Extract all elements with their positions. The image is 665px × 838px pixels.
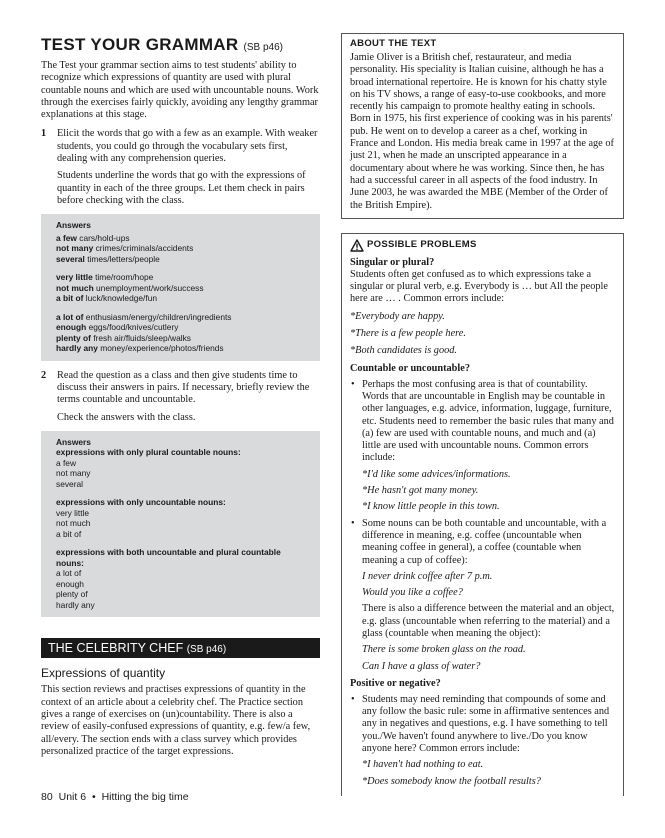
celebrity-chef-section-bar bbox=[41, 638, 320, 658]
answer-words: unemployment/work/success bbox=[96, 282, 204, 293]
item-paragraph: Read the question as a class and then give students time to discuss their answers in pairs. If necessary, briefly review the terms countable and uncountable. bbox=[57, 369, 310, 406]
problems-title: POSSIBLE PROBLEMS bbox=[367, 239, 477, 251]
answer-words: fresh air/fluids/sleep/walks bbox=[93, 332, 191, 343]
answer-line: hardly any bbox=[56, 599, 95, 610]
answer-heading: expressions with both uncountable and plural countable nouns: bbox=[56, 547, 281, 568]
answer-group bbox=[56, 547, 310, 610]
about-title: ABOUT THE TEXT bbox=[350, 38, 437, 49]
example-list bbox=[362, 644, 615, 673]
example-sentence: *I haven't had nothing to eat. bbox=[362, 759, 484, 771]
left-column bbox=[41, 36, 320, 758]
item-number: 2 bbox=[41, 369, 47, 381]
answer-term: plenty of bbox=[56, 332, 91, 343]
section-body: This section reviews and practises expressions of quantity in the context of an article about a celebrity chef. The Practice section gives a range of exercises on (un)countability. There is also a review of easily-confused expressions of quantity, e.g. few/a few, all/every. The section ends with a class survey which provides personalized practice of the target expressions. bbox=[41, 684, 311, 757]
answer-line: several bbox=[56, 478, 83, 489]
answer-group bbox=[56, 447, 310, 489]
answer-heading: expressions with only plural countable nouns: bbox=[56, 447, 241, 458]
example-sentence: Would you like a coffee? bbox=[362, 587, 463, 599]
heading-ref: (SB p46) bbox=[243, 42, 283, 53]
answer-line bbox=[56, 243, 310, 254]
answer-group bbox=[56, 312, 310, 354]
answer-group bbox=[56, 272, 310, 304]
answer-words: time/room/hope bbox=[95, 272, 154, 283]
answer-term: enough bbox=[56, 322, 87, 333]
answer-words: eggs/food/knives/cutlery bbox=[88, 322, 179, 333]
answer-line: a lot of bbox=[56, 568, 82, 579]
example-sentence: *He hasn't got many money. bbox=[362, 485, 479, 497]
answer-words: cars/hold-ups bbox=[79, 232, 130, 243]
answer-term: hardly any bbox=[56, 343, 98, 354]
bullet-item bbox=[350, 518, 615, 673]
right-column bbox=[341, 33, 624, 796]
page-footer bbox=[41, 791, 189, 803]
problems-title-row bbox=[350, 239, 615, 252]
answer-term: not many bbox=[56, 243, 94, 254]
answer-words: times/letters/people bbox=[87, 253, 160, 264]
bullet-text: Some nouns can be both countable and uncountable, with a difference in meaning, e.g. coffee (uncountable when meaning coffee in general), a coffee (countable when meaning a cup of coffee): bbox=[362, 517, 607, 566]
answer-line: a bit of bbox=[56, 528, 82, 539]
footer-unit: Unit 6 bbox=[58, 791, 87, 803]
answer-line bbox=[56, 312, 310, 323]
answers-title: Answers bbox=[56, 220, 91, 231]
instruction-item-2 bbox=[41, 370, 320, 424]
section-subhead: Expressions of quantity bbox=[41, 666, 166, 681]
possible-problems-box bbox=[341, 233, 624, 796]
bullet-dot: • bbox=[351, 517, 355, 529]
answers-box-2 bbox=[41, 431, 320, 618]
section-title: THE CELEBRITY CHEF bbox=[48, 641, 184, 656]
answer-line bbox=[56, 293, 310, 304]
intro-paragraph: The Test your grammar section aims to test students' ability to recognize which expressions of quantity are used with plural countable nouns and which are used with uncountable nouns. Work through the exercises fairly quickly, avoiding any lengthy grammar explanations at this stage. bbox=[41, 60, 319, 121]
item-number: 1 bbox=[41, 128, 47, 140]
bullet-text: Students may need reminding that compounds of some and any follow the basic rule: some in affirmative sentences and any in negatives and questions, e.g. I have something to tell you./We haven't found anywhere to live./Do you know anyone here? Common errors include: bbox=[362, 693, 610, 755]
answers-title: Answers bbox=[56, 436, 91, 447]
subsection-title: Singular or plural? bbox=[350, 256, 435, 268]
bullet-text: Perhaps the most confusing area is that of countability. Words that are uncountable in English may be countable in other languages, e.g. advice, information, luggage, furniture, etc. Students need to remember the basic rules that many and (a) few are used with countable nouns, and much and (a) little are used with uncountable nouns. Common errors include: bbox=[362, 378, 614, 464]
answers-groups bbox=[56, 233, 310, 354]
section-ref: (SB p46) bbox=[186, 644, 227, 656]
answer-line bbox=[56, 322, 310, 333]
footer-title: Hitting the big time bbox=[101, 791, 189, 803]
bullet-dot: • bbox=[351, 693, 355, 705]
answer-words: enthusiasm/energy/children/ingredients bbox=[85, 311, 232, 322]
heading-title: TEST YOUR GRAMMAR bbox=[41, 35, 239, 54]
bullet-dot: • bbox=[351, 378, 355, 390]
example-list bbox=[362, 469, 615, 514]
answer-term: a few bbox=[56, 232, 77, 243]
example-sentence: I never drink coffee after 7 p.m. bbox=[362, 570, 493, 582]
example-sentence: *Does somebody know the football results? bbox=[362, 775, 541, 787]
answer-line bbox=[56, 283, 310, 294]
answer-line: very little bbox=[56, 507, 90, 518]
example-sentence: *There is a few people here. bbox=[350, 328, 466, 340]
answer-line: a few bbox=[56, 457, 77, 468]
example-list bbox=[350, 311, 615, 358]
answer-group bbox=[56, 497, 310, 539]
answer-term: a lot of bbox=[56, 311, 84, 322]
about-body: Jamie Oliver is a British chef, restaurateur, and media personality. His speciality is Italian cuisine, although he has a broad international repertoire. He is known for his chatty style on his TV shows, a range of easy-to-use cookbooks, and more recently his campaign to promote healthy eating in schools. Born in 1975, his first experience of cooking was in his parents' pub. He went on to develop a career as a chef, working in France and London. His media break came in 1997 at the age of just 21, when he made an unscripted appearance in a documentary about where he was working. Since then, he has had a successful career in all aspects of the food industry. In June 2003, he was awarded the MBE (Member of the Order of the British Empire). bbox=[350, 52, 614, 211]
example-sentence: *Everybody are happy. bbox=[350, 310, 445, 322]
answers-box-1 bbox=[41, 214, 320, 361]
answer-term: not much bbox=[56, 282, 94, 293]
answer-line: not much bbox=[56, 518, 91, 529]
item-paragraph: Students underline the words that go with the expressions of quantity in each of the three groups. Let them check in pairs before checking with the class. bbox=[57, 170, 306, 206]
answer-group bbox=[56, 233, 310, 265]
answer-line: not many bbox=[56, 468, 91, 479]
answer-term: a bit of bbox=[56, 293, 84, 304]
warning-icon bbox=[350, 239, 364, 252]
footer-separator: • bbox=[91, 791, 96, 803]
example-list bbox=[362, 571, 615, 600]
answer-line: enough bbox=[56, 578, 84, 589]
item-paragraph: Elicit the words that go with a few as an example. With weaker students, you could go through the vocabulary sets first, dealing with any comprehension queries. bbox=[57, 128, 318, 165]
answer-line bbox=[56, 272, 310, 283]
answer-term: several bbox=[56, 253, 85, 264]
bullet-text: There is also a difference between the material and an object, e.g. glass (uncountable when referring to the material) and a glass (countable when meaning the object): bbox=[362, 603, 615, 639]
example-sentence: *I know little people in this town. bbox=[362, 501, 500, 513]
answer-words: crimes/criminals/accidents bbox=[95, 243, 194, 254]
subsection-title: Positive or negative? bbox=[350, 677, 441, 689]
bullet-item bbox=[350, 379, 615, 514]
answer-line bbox=[56, 254, 310, 265]
answer-line bbox=[56, 233, 310, 244]
answer-words: luck/knowledge/fun bbox=[85, 293, 158, 304]
answer-line bbox=[56, 333, 310, 344]
bullet-item bbox=[350, 694, 615, 788]
answer-words: money/experience/photos/friends bbox=[100, 343, 224, 354]
test-your-grammar-heading bbox=[41, 36, 320, 57]
answer-term: very little bbox=[56, 272, 93, 283]
about-the-text-box bbox=[341, 33, 624, 219]
answers-groups bbox=[56, 447, 310, 610]
item-paragraph: Check the answers with the class. bbox=[57, 411, 196, 423]
answer-line: plenty of bbox=[56, 589, 88, 600]
answer-heading: expressions with only uncountable nouns: bbox=[56, 497, 226, 508]
subsection-body: Students often get confused as to which expressions take a singular or plural verb, e.g. Everybody is … but All the people here are … . Common errors include: bbox=[350, 268, 608, 305]
answer-line bbox=[56, 343, 310, 354]
example-sentence: There is some broken glass on the road. bbox=[362, 644, 526, 656]
subsection-title: Countable or uncountable? bbox=[350, 362, 470, 374]
example-sentence: *I'd like some advices/informations. bbox=[362, 468, 511, 480]
instruction-item-1 bbox=[41, 128, 320, 207]
page-number: 80 bbox=[41, 791, 53, 803]
example-sentence: *Both candidates is good. bbox=[350, 345, 457, 357]
example-sentence: Can I have a glass of water? bbox=[362, 660, 481, 672]
example-list bbox=[362, 759, 615, 788]
